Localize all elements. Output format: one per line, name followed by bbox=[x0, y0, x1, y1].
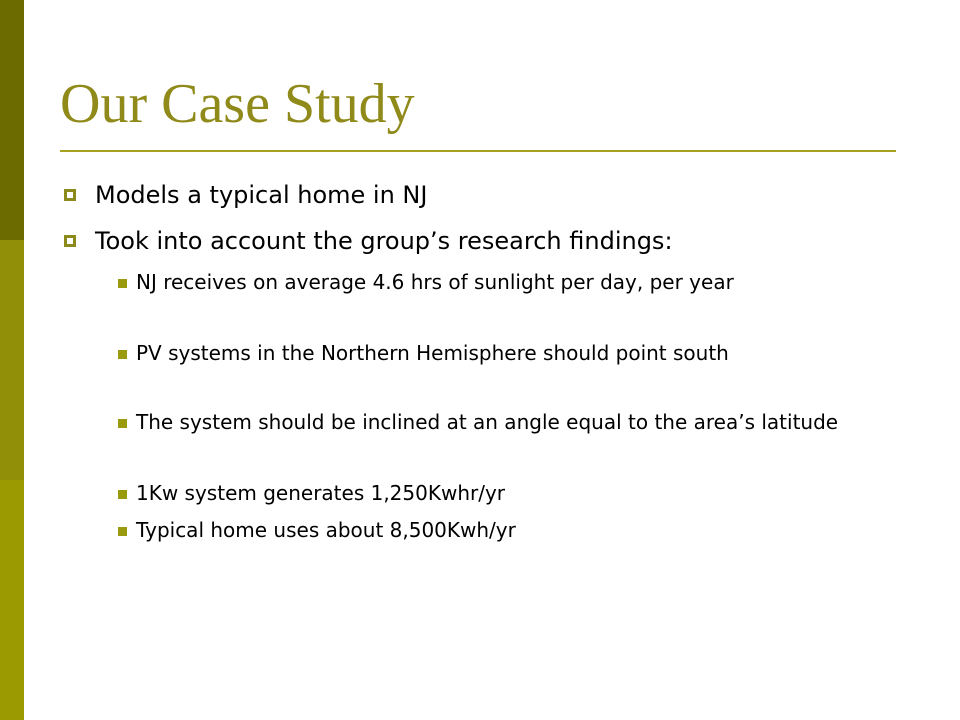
square-bullet-icon bbox=[118, 527, 127, 536]
sub-bullet-item bbox=[118, 341, 878, 365]
square-bullet-icon bbox=[118, 279, 127, 288]
square-bullet-icon bbox=[118, 490, 127, 499]
sub-bullet-text: The system should be inclined at an angle equal to the area’s latitude bbox=[136, 410, 839, 434]
sub-bullet-item bbox=[118, 410, 878, 434]
sub-bullet-text: 1Kw system generates 1,250Kwhr/yr bbox=[136, 481, 506, 505]
accent-bar-segment-middle bbox=[0, 240, 24, 480]
sub-bullet-item bbox=[118, 270, 878, 294]
square-bullet-icon bbox=[118, 419, 127, 428]
title-underline bbox=[60, 150, 896, 152]
hollow-square-bullet-icon bbox=[64, 189, 76, 201]
sub-bullet-text: PV systems in the Northern Hemisphere should point south bbox=[136, 341, 729, 365]
sub-bullet-item bbox=[118, 481, 878, 505]
left-accent-bar bbox=[0, 0, 24, 720]
hollow-square-bullet-icon bbox=[64, 235, 76, 247]
sub-bullet-item bbox=[118, 518, 878, 542]
sub-bullet-text: NJ receives on average 4.6 hrs of sunlight per day, per year bbox=[136, 270, 734, 294]
accent-bar-segment-bottom bbox=[0, 480, 24, 720]
accent-bar-segment-top bbox=[0, 0, 24, 240]
bullet-text: Took into account the group’s research findings: bbox=[95, 227, 673, 255]
sub-bullet-text: Typical home uses about 8,500Kwh/yr bbox=[136, 518, 516, 542]
bullet-text: Models a typical home in NJ bbox=[95, 181, 428, 209]
square-bullet-icon bbox=[118, 350, 127, 359]
slide-title: Our Case Study bbox=[60, 73, 415, 135]
